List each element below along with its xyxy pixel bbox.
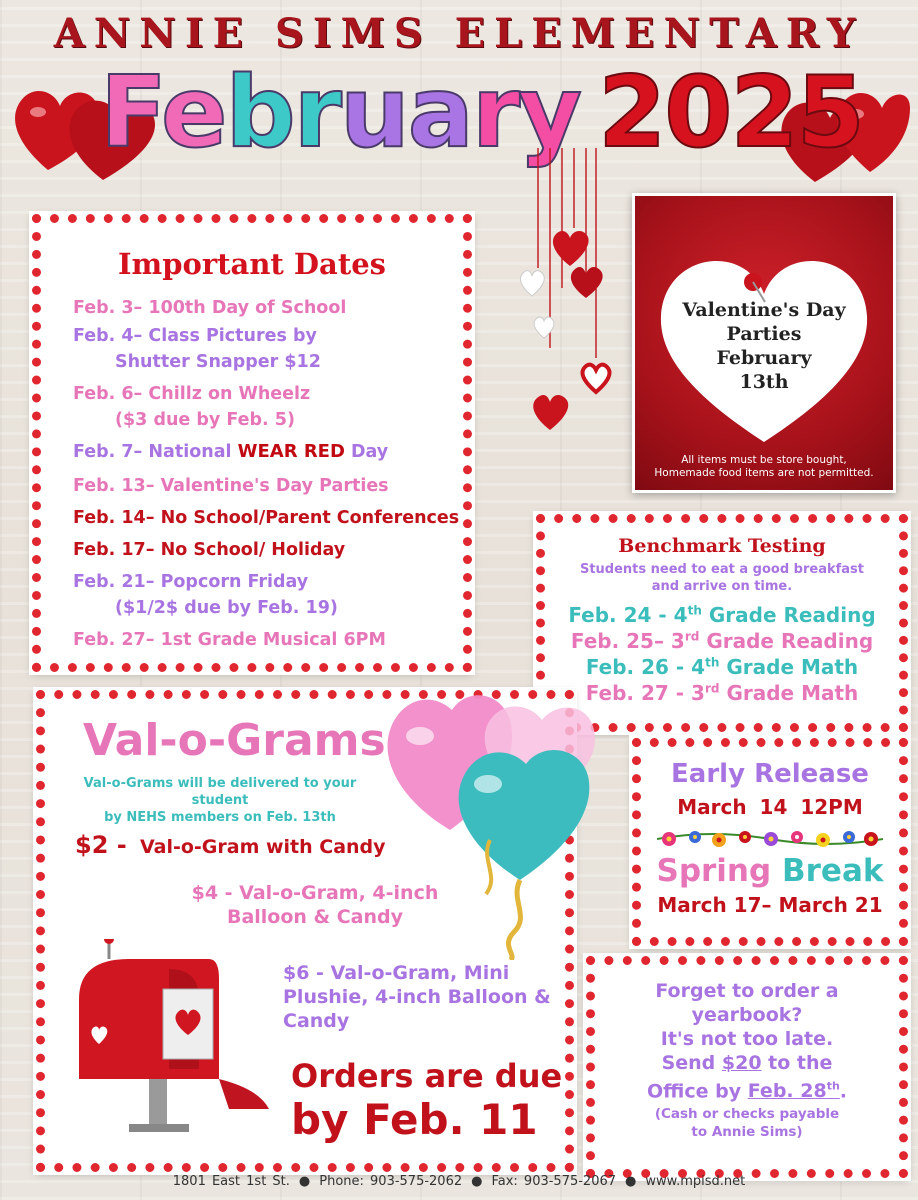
test-date: Feb. 26 - 4: [585, 655, 706, 679]
vog-option-1: [75, 833, 386, 859]
month-part-2: br: [225, 56, 340, 170]
yearbook-line-2: yearbook?: [691, 1004, 803, 1026]
date-item: [73, 295, 346, 321]
test-subject: Grade Reading: [701, 603, 876, 627]
benchmark-subtitle-1: Students need to eat a good breakfast: [579, 562, 865, 577]
vog-option-3-line-3: Candy: [283, 1010, 350, 1032]
party-line-4: 13th: [739, 371, 789, 393]
spring-break-dates: March 17– March 21: [657, 893, 883, 917]
spring-word: Spring: [656, 853, 772, 889]
yearbook-panel: [586, 956, 908, 1178]
vog-subtitle-2: by NEHS members on Feb. 13th: [104, 810, 336, 825]
date-item: [73, 381, 310, 433]
month-part-4: ry: [471, 56, 581, 170]
orders-due-line-1: Orders are due: [291, 1057, 563, 1095]
early-release-panel: [632, 738, 908, 946]
benchmark-title: Benchmark Testing: [618, 535, 826, 557]
test-date: Feb. 27 - 3: [585, 681, 705, 705]
date-text: Feb. 21– Popcorn Friday: [73, 572, 309, 592]
vog-option-2-line-1: $4 - Val-o-Gram, 4-inch: [191, 882, 439, 904]
yb-amount: $20: [721, 1052, 762, 1074]
yearbook-line-3: It's not too late.: [660, 1028, 834, 1050]
yearbook-small-2: to Annie Sims): [691, 1124, 803, 1140]
party-note-2: Homemade food items are not permitted.: [654, 467, 874, 479]
early-release-date: March 14 12PM: [677, 795, 863, 819]
date-text: Feb. 3– 100th Day of School: [73, 298, 347, 318]
orders-due-line-2: by Feb. 11: [291, 1095, 538, 1144]
footer: [0, 1174, 918, 1189]
test-sup: th: [705, 655, 720, 670]
month-part-3: ua: [339, 56, 472, 170]
vog-option-3: [283, 961, 553, 1033]
test-sup: rd: [704, 681, 720, 696]
val-o-grams-subtitle: [55, 775, 385, 826]
month-part-1: Fe: [100, 56, 226, 170]
test-subject: Grade Math: [719, 655, 859, 679]
date-text-end: Day: [344, 442, 389, 462]
yearbook-line-4: [595, 1051, 899, 1075]
important-dates-panel: [32, 214, 472, 672]
yb-date-text: Feb. 28: [747, 1080, 827, 1103]
benchmark-test: [545, 655, 899, 679]
flower-garland-icon: [657, 825, 883, 853]
yb-date-sup: th: [826, 1080, 840, 1093]
date-text: Feb. 14– No School/Parent Conferences: [73, 508, 460, 528]
school-name: ANNIE SIMS ELEMENTARY: [53, 10, 865, 57]
date-item: [73, 569, 338, 621]
party-text: [655, 298, 873, 394]
vog-subtitle-1: Val-o-Grams will be delivered to your student: [83, 776, 357, 808]
benchmark-test: [545, 603, 899, 627]
party-line-3: February: [716, 347, 812, 369]
party-note-1: All items must be store bought,: [681, 454, 847, 466]
date-text: Feb. 7– National: [73, 442, 238, 462]
yb-send: Send: [661, 1052, 722, 1074]
party-line-1: Valentine's Day: [682, 299, 846, 321]
footer-fax: Fax: 903-575-2067: [491, 1174, 617, 1189]
break-word: Break: [782, 853, 884, 889]
vog-option-3-line-1: $6 - Val-o-Gram, Mini: [283, 962, 510, 984]
party-note: [641, 454, 887, 480]
benchmark-subtitle-2: and arrive on time.: [651, 579, 793, 594]
test-sup: rd: [684, 629, 700, 644]
valentine-party-panel: [632, 193, 896, 493]
date-text: Feb. 4– Class Pictures by: [73, 326, 317, 346]
date-text: Feb. 13– Valentine's Day Parties: [73, 476, 389, 496]
mailbox-icon: [69, 939, 269, 1139]
date-text-cont: ($3 due by Feb. 5): [115, 410, 295, 430]
test-sup: th: [687, 603, 702, 618]
early-release-title: Early Release: [671, 759, 869, 789]
date-item: [73, 505, 459, 531]
date-item: [73, 439, 388, 465]
date-text: Feb. 27– 1st Grade Musical 6PM: [73, 630, 386, 650]
test-date: Feb. 25– 3: [570, 629, 685, 653]
yb-office: Office by: [647, 1080, 748, 1103]
date-text-cont: Shutter Snapper $12: [115, 352, 321, 372]
important-dates-title: Important Dates: [117, 247, 387, 281]
date-item: [73, 473, 389, 499]
val-o-grams-title: Val-o-Grams: [83, 715, 386, 766]
footer-website[interactable]: www.mpisd.net: [645, 1174, 746, 1189]
footer-separator: ●: [625, 1174, 637, 1189]
wear-red-highlight: WEAR RED: [237, 441, 345, 462]
hanging-hearts: [510, 148, 630, 438]
spring-break-title: [641, 853, 899, 889]
yearbook-small-1: (Cash or checks payable: [654, 1106, 840, 1122]
vog-option-2-line-2: Balloon & Candy: [226, 906, 404, 928]
test-subject: Grade Reading: [699, 629, 874, 653]
footer-phone: Phone: 903-575-2062: [319, 1174, 463, 1189]
date-item: [73, 323, 321, 375]
test-date: Feb. 24 - 4: [568, 603, 688, 627]
vog-option-3-line-2: Plushie, 4-inch Balloon &: [283, 986, 551, 1008]
party-line-2: Parties: [726, 323, 802, 345]
date-text: Feb. 6– Chillz on Wheelz: [73, 384, 311, 404]
balloons-icon: [380, 680, 630, 960]
benchmark-test: [545, 629, 899, 653]
test-subject: Grade Math: [719, 681, 859, 705]
yb-date: [748, 1080, 840, 1102]
month-title: [100, 56, 863, 170]
vog-option-1-price: $2 -: [75, 831, 127, 859]
date-item: [73, 627, 386, 653]
footer-address: 1801 East 1st St.: [172, 1174, 290, 1189]
date-text-cont: ($1/2$ due by Feb. 19): [115, 598, 338, 618]
year: 2025: [598, 56, 863, 170]
yb-to-the: to the: [761, 1052, 833, 1074]
benchmark-subtitle: [559, 561, 885, 595]
footer-separator: ●: [298, 1174, 311, 1189]
yb-period: .: [839, 1080, 847, 1103]
yearbook-line-5: [595, 1075, 899, 1103]
vog-option-1-text: Val-o-Gram with Candy: [139, 836, 386, 858]
date-item: [73, 537, 345, 563]
yearbook-line-1: Forget to order a: [655, 980, 839, 1002]
footer-separator: ●: [471, 1174, 483, 1189]
date-text: Feb. 17– No School/ Holiday: [73, 540, 346, 560]
